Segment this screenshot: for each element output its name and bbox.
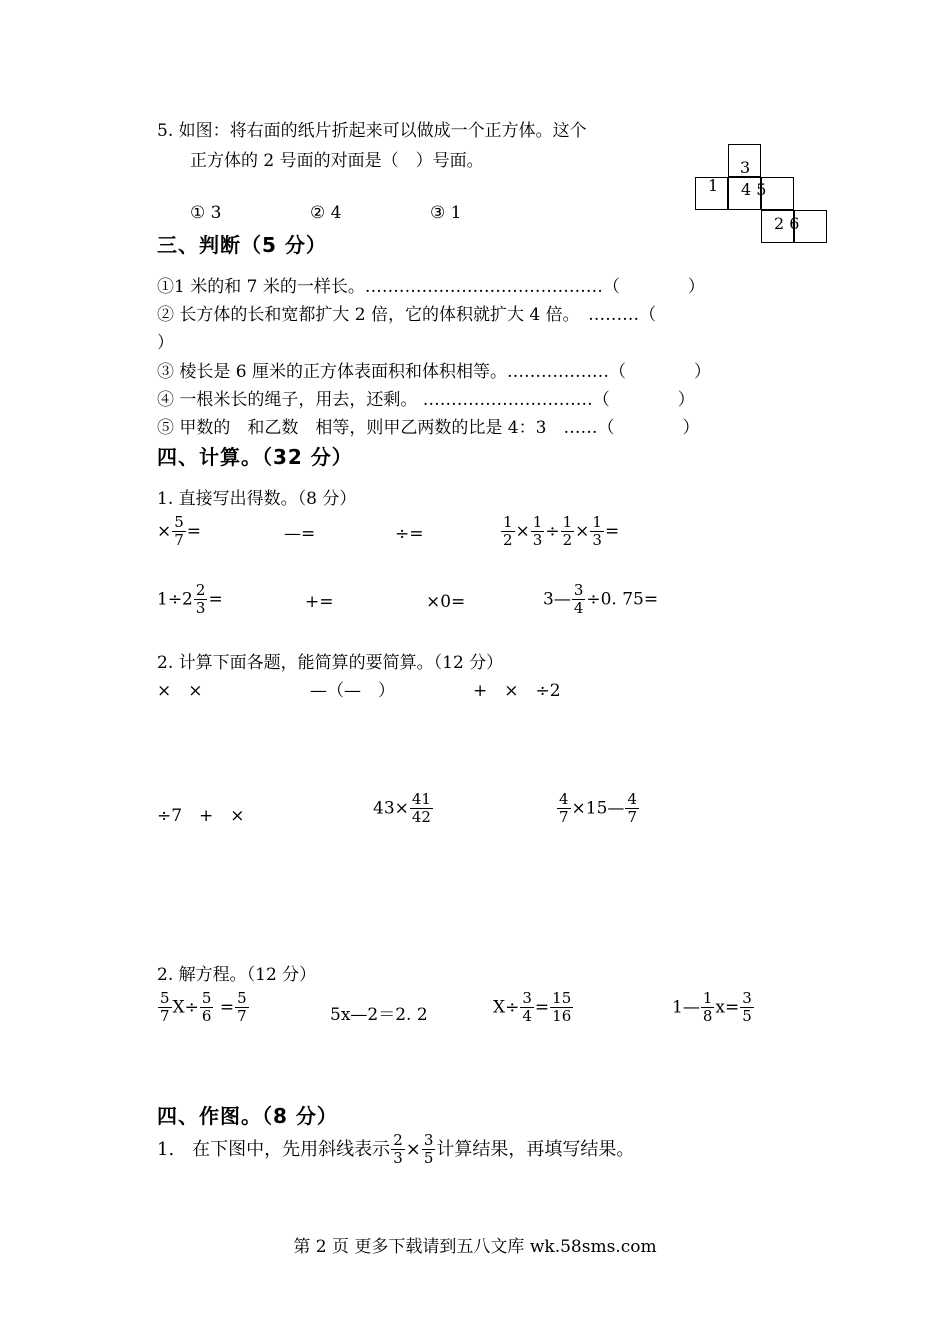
calc-r2-c: ×0= (426, 592, 466, 612)
section4-title: 四、计算。（32 分） (157, 445, 353, 469)
net-label-2-6: 2 6 (774, 214, 800, 233)
q5-line2: 正方体的 2 号面的对面是（ ）号面。 (190, 151, 484, 171)
judge-item-5: ⑤ 甲数的 和乙数 相等，则甲乙两数的比是 4：3 ……（ ） (157, 418, 700, 438)
q5-line1: 5. 如图：将右面的纸片折起来可以做成一个正方体。这个 (157, 121, 587, 141)
q5-option-1: ① 3 (190, 203, 222, 223)
simplify-3: + × ÷2 (473, 681, 561, 701)
net-label-3: 3 (740, 158, 751, 177)
simplify-1: × × (157, 681, 203, 701)
simplify-4: ÷7 + × (157, 806, 245, 826)
equation-4: 1— $\frac{1}{8}$ x= $\frac{3}{5}$ (672, 989, 752, 1026)
net-label-1: 1 (708, 176, 719, 195)
page-footer: 第 2 页 更多下载请到五八文库 wk.58sms.com (293, 1237, 657, 1257)
equation-2: 5x—2＝2. 2 (330, 1005, 428, 1025)
calc-r1-a: × $\frac{5}{7}$ = (157, 513, 202, 550)
equation-1: $\frac{5}{7}$ X÷ $\frac{5}{6}$ = $\frac{5}{7}$ (160, 989, 247, 1026)
calc-r1-d: $\frac{1}{2}$ × $\frac{1}{3}$ ÷ $\frac{1}{2}$ × $\frac{1}{3}$ = (503, 513, 620, 550)
calc-r2-b: += (305, 592, 334, 612)
net-label-4-5: 4 5 (741, 180, 767, 199)
sub2-title: 2. 计算下面各题，能简算的要简算。（12 分） (157, 653, 504, 673)
equation-3: X÷ $\frac{3}{4}$ = $\frac{15}{16}$ (493, 989, 572, 1026)
q5-option-3: ③ 1 (430, 203, 462, 223)
section3-title: 三、判断（5 分） (157, 233, 327, 257)
simplify-6: $\frac{4}{7}$ ×15— $\frac{4}{7}$ (559, 790, 637, 827)
sub3-title: 2. 解方程。（12 分） (157, 965, 317, 985)
simplify-2: —（— ） (310, 681, 395, 701)
sub1-title: 1. 直接写出得数。（8 分） (157, 489, 357, 509)
calc-r1-c: ÷= (395, 524, 424, 544)
draw-question-1: 1. 在下图中，先用斜线表示 $\frac{2}{3}$ × $\frac{3}{5}$ 计算结果，再填写结果。 (157, 1131, 635, 1168)
section5-title: 四、作图。（8 分） (157, 1104, 338, 1128)
judge-item-1: ①1 米的和 7 米的一样长。……………………………………（ ） (157, 277, 705, 297)
calc-r2-a: 1÷2 $\frac{2}{3}$ = (157, 581, 223, 618)
calc-r2-d: 3— $\frac{3}{4}$ ÷0. 75= (543, 581, 659, 618)
calc-r1-b: —= (284, 524, 316, 544)
judge-item-2-cont: ） (157, 333, 174, 353)
judge-item-2: ② 长方体的长和宽都扩大 2 倍，它的体积就扩大 4 倍。 ………（ (157, 305, 657, 325)
q5-option-2: ② 4 (310, 203, 342, 223)
simplify-5: 43× $\frac{41}{42}$ (373, 790, 431, 827)
judge-item-3: ③ 棱长是 6 厘米的正方体表面积和体积相等。………………（ ） (157, 362, 712, 382)
judge-item-4: ④ 一根米长的绳子，用去，还剩。 …………………………（ ） (157, 390, 695, 410)
